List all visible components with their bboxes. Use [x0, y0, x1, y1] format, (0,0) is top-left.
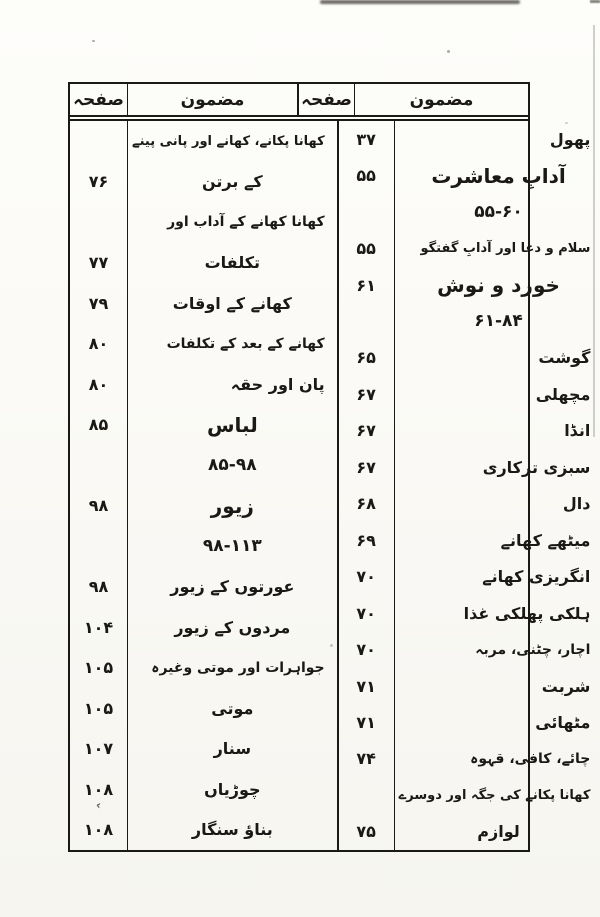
topic-title: چائے، کافی، قہوہ [470, 750, 591, 767]
toc-row [70, 648, 337, 689]
page-number: ۱۰۸ [70, 769, 128, 810]
page-number: ۸۵ [70, 405, 128, 446]
page-number [70, 445, 128, 486]
page-number: ۷۶ [70, 162, 128, 203]
page-number: ۷۰ [339, 631, 395, 667]
toc-row [339, 230, 600, 266]
topic-title: سبزی ترکاری [482, 457, 591, 477]
scan-smudge-top [320, 0, 520, 4]
page-number: ۷۱ [339, 704, 395, 740]
topic-title: کھانے کے اوقات [172, 293, 292, 313]
topic-title: کھانا کھانے کے آداب اور [167, 214, 325, 231]
topic-title: خورد و نوش [437, 273, 560, 298]
toc-row [339, 558, 600, 594]
page-range: ۸۵-۹۸ [208, 455, 257, 476]
toc-row [70, 567, 337, 608]
page-number: ۷۹ [70, 283, 128, 324]
left-column-pair [70, 121, 339, 850]
scan-speck [92, 40, 95, 42]
topic-title: کھانا پکانے کی جگہ اور دوسرے [398, 787, 591, 803]
header-topic-right: مضمون [409, 89, 474, 110]
toc-row [70, 324, 337, 365]
toc-row [339, 413, 600, 449]
page-number: ۷۵ [339, 814, 395, 850]
toc-row [70, 486, 337, 527]
topic-title: اچار، چٹنی، مربہ [475, 641, 591, 658]
topic-title: جواہرات اور موتی وغیرہ [151, 659, 325, 676]
page-range: ۹۸-۱۱۳ [202, 536, 262, 557]
topic-title: لباس [206, 412, 258, 437]
scan-speck [447, 50, 450, 53]
page-number: ۱۰۴ [70, 607, 128, 648]
toc-row [70, 445, 337, 486]
page-number: ۱۰۸ [70, 810, 128, 851]
toc-row [339, 595, 600, 631]
page-number: ۱۰۵ [70, 688, 128, 729]
toc-row [339, 303, 600, 339]
page-range: ۶۱-۸۴ [474, 311, 523, 332]
scan-tick-mark: ‹ [94, 797, 103, 813]
toc-row [339, 668, 600, 704]
toc-row [70, 769, 337, 810]
page-number: ۱۰۵ [70, 648, 128, 689]
toc-row [70, 810, 337, 851]
page-number: ۷۰ [339, 595, 395, 631]
topic-title: انگریزی کھانے [482, 567, 591, 587]
page-number: ۶۱ [339, 267, 395, 303]
page-number: ۸۰ [70, 364, 128, 405]
toc-row [339, 631, 600, 667]
topic-title: مچھلی [535, 384, 591, 404]
topic-title: سنار [213, 739, 252, 759]
topic-title: موتی [211, 698, 254, 718]
page-number: ۹۸ [70, 486, 128, 527]
page-number: ۵۵ [339, 157, 395, 193]
page-number [339, 777, 395, 813]
topic-title: عورتوں کے زیور [170, 577, 295, 597]
topic-title: انڈا [564, 421, 591, 441]
toc-row [339, 449, 600, 485]
page-number: ۷۱ [339, 668, 395, 704]
topic-title: لوازم [477, 822, 520, 842]
topic-title: میٹھے کھانے [500, 530, 591, 550]
page-number: ۵۵ [339, 230, 395, 266]
toc-row [70, 688, 337, 729]
page-number: ۸۰ [70, 324, 128, 365]
toc-row [339, 486, 600, 522]
right-column-pair [339, 121, 600, 850]
topic-title: دال [562, 494, 591, 514]
page-number: ۶۹ [339, 522, 395, 558]
header-right-pair [299, 84, 528, 115]
header-left-pair [70, 84, 299, 115]
header-page-left: صفحہ [70, 84, 128, 115]
topic-title: آدابِ معاشرت [431, 163, 566, 188]
toc-row [70, 283, 337, 324]
page-number: ۶۷ [339, 413, 395, 449]
page-number: ۷۰ [339, 558, 395, 594]
page-range: ۵۵-۶۰ [474, 202, 523, 223]
toc-row [339, 194, 600, 230]
toc-row [339, 704, 600, 740]
topic-title: ہلکی پھلکی غذا [463, 603, 591, 623]
toc-row [70, 405, 337, 446]
topic-title: کھانے کے بعد کے تکلفات [166, 335, 325, 352]
topic-title: پھول [549, 129, 591, 149]
topic-title: بناؤ سنگار [191, 820, 273, 840]
toc-row [70, 121, 337, 162]
toc-row [339, 267, 600, 303]
page-number [70, 121, 128, 162]
header-topic-left: مضمون [180, 89, 245, 110]
page-number: ۹۸ [70, 567, 128, 608]
toc-row [70, 526, 337, 567]
toc-row [339, 376, 600, 412]
toc-row [70, 729, 337, 770]
toc-row [339, 522, 600, 558]
toc-row [339, 814, 600, 850]
contents-table-header [70, 84, 528, 121]
topic-title: تکلفات [204, 253, 261, 273]
toc-row [339, 741, 600, 777]
page-number: ۳۷ [339, 121, 395, 157]
topic-title: شربت [541, 676, 591, 696]
page-number [339, 303, 395, 339]
page-number: ۷۴ [339, 741, 395, 777]
page-number: ۶۷ [339, 449, 395, 485]
page-number [339, 194, 395, 230]
toc-row [339, 777, 600, 813]
topic-title: سلام و دعا اور آدابِ گفتگو [420, 241, 591, 257]
topic-title: چوڑیاں [204, 779, 261, 799]
contents-table-body [70, 121, 591, 850]
toc-row [339, 157, 600, 193]
toc-row [70, 364, 337, 405]
page-number: ۷۷ [70, 243, 128, 284]
toc-row [70, 202, 337, 243]
page-number [70, 202, 128, 243]
topic-title: کھانا پکانے، کھانے اور پانی پینے [132, 133, 325, 149]
page-number: ۶۸ [339, 486, 395, 522]
page-number: ۶۵ [339, 340, 395, 376]
topic-title: کے برتن [202, 172, 263, 192]
page-number: ۱۰۷ [70, 729, 128, 770]
toc-row [339, 121, 600, 157]
topic-title: مردوں کے زیور [174, 617, 291, 637]
scan-smudge-corner [590, 0, 600, 3]
right-rows [339, 121, 600, 850]
toc-row [339, 340, 600, 376]
topic-title: گوشت [538, 348, 591, 368]
header-page-right: صفحہ [299, 84, 355, 115]
toc-row [70, 243, 337, 284]
toc-row [70, 162, 337, 203]
topic-title: مٹھائی [535, 712, 591, 732]
left-rows [70, 121, 337, 850]
topic-title: پان اور حقہ [230, 374, 325, 394]
page-number [70, 526, 128, 567]
contents-table [68, 82, 591, 852]
toc-row [70, 607, 337, 648]
page-number: ۶۷ [339, 376, 395, 412]
topic-title: زیور [210, 493, 254, 518]
